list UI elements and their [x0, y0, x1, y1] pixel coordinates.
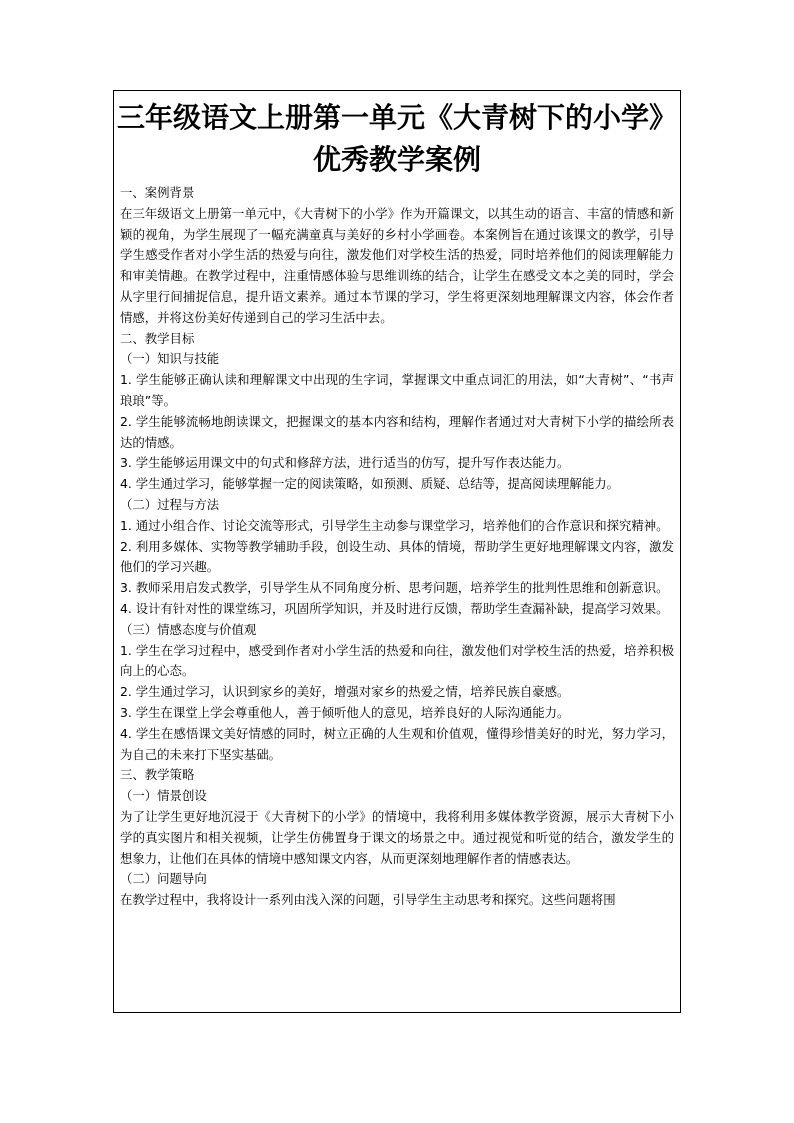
title-line-1: 三年级语文上册第一单元《大青树下的小学》 — [116, 101, 677, 134]
section-heading: （一）情景创设 — [120, 788, 207, 804]
title-line-2: 优秀教学案例 — [312, 143, 481, 176]
paragraph: 2. 学生通过学习，认识到家乡的美好，增强对家乡的热爱之情，培养民族自豪感。 — [120, 684, 570, 700]
paragraph: 3. 学生能够运用课文中的句式和修辞方法，进行适当的仿写，提升写作表达能力。 — [120, 455, 570, 471]
document-body — [120, 183, 674, 911]
paragraph: 在教学过程中，我将设计一系列由浅入深的问题，引导学生主动思考和探究。这些问题将围 — [120, 892, 616, 908]
paragraph: 3. 学生在课堂上学会尊重他人，善于倾听他人的意见，培养良好的人际沟通能力。 — [120, 704, 570, 720]
document-frame — [113, 90, 681, 1013]
section-heading: （二）问题导向 — [120, 871, 207, 887]
section-heading: （一）知识与技能 — [120, 351, 220, 367]
document-content — [114, 91, 680, 911]
paragraph: 在三年级语文上册第一单元中，《大青树下的小学》作为开篇课文，以其生动的语言、丰富的情感和新颖的视角，为学生展现了一幅充满童真与美好的乡村小学画卷。本案例旨在通过该课文的教学，引导学生感受作者对小学生活的热爱与向往，激发他们对学校生活的热爱，同时培养他们的阅读理解能力和审美情趣。在教学过程中，注重情感体验与思维训练的结合，让学生在感受文本之美的同时，学会从字里行间捕捉信息，提升语文素养。通过本节课的学习，学生将更深刻地理解课文内容，体会作者情感，并将这份美好传递到自己的学习生活中去。 — [120, 205, 674, 325]
section-heading: 一、案例背景 — [120, 185, 195, 200]
paragraph: 4. 设计有针对性的课堂练习，巩固所学知识，并及时进行反馈，帮助学生查漏补缺，提高学习效果。 — [120, 600, 669, 616]
paragraph: 2. 利用多媒体、实物等教学辅助手段，创设生动、具体的情境，帮助学生更好地理解课文内容，激发他们的学习兴趣。 — [120, 538, 674, 575]
paragraph: 4. 学生通过学习，能够掌握一定的阅读策略，如预测、质疑、总结等，提高阅读理解能力。 — [120, 476, 619, 492]
paragraph: 为了让学生更好地沉浸于《大青树下的小学》的情境中，我将利用多媒体教学资源，展示大青树下小学的真实图片和相关视频，让学生仿佛置身于课文的场景之中。通过视觉和听觉的结合，激发学生的想象力，让他们在具体的情境中感知课文内容，从而更深刻地理解作者的情感表达。 — [120, 808, 674, 866]
section-heading: （三）情感态度与价值观 — [120, 621, 257, 637]
section-heading: 三、教学策略 — [120, 767, 195, 783]
document-title — [116, 97, 677, 181]
section-heading: （二）过程与方法 — [120, 496, 220, 512]
paragraph: 4. 学生在感悟课文美好情感的同时，树立正确的人生观和价值观，懂得珍惜美好的时光，努力学习，为自己的未来打下坚实基础。 — [120, 725, 674, 762]
paragraph: 1. 学生能够正确认读和理解课文中出现的生字词，掌握课文中重点词汇的用法，如“大青树”、“书声琅琅”等。 — [120, 372, 674, 408]
paragraph: 3. 教师采用启发式教学，引导学生从不同角度分析、思考问题，培养学生的批判性思维和创新意识。 — [120, 580, 669, 596]
paragraph: 1. 通过小组合作、讨论交流等形式，引导学生主动参与课堂学习，培养他们的合作意识和探究精神。 — [120, 517, 669, 533]
section-heading: 二、教学目标 — [120, 330, 195, 346]
paragraph: 1. 学生在学习过程中，感受到作者对小学生活的热爱和向往，激发他们对学校生活的热爱，培养积极向上的心态。 — [120, 642, 674, 679]
paragraph: 2. 学生能够流畅地朗读课文，把握课文的基本内容和结构，理解作者通过对大青树下小学的描绘所表达的情感。 — [120, 413, 674, 450]
